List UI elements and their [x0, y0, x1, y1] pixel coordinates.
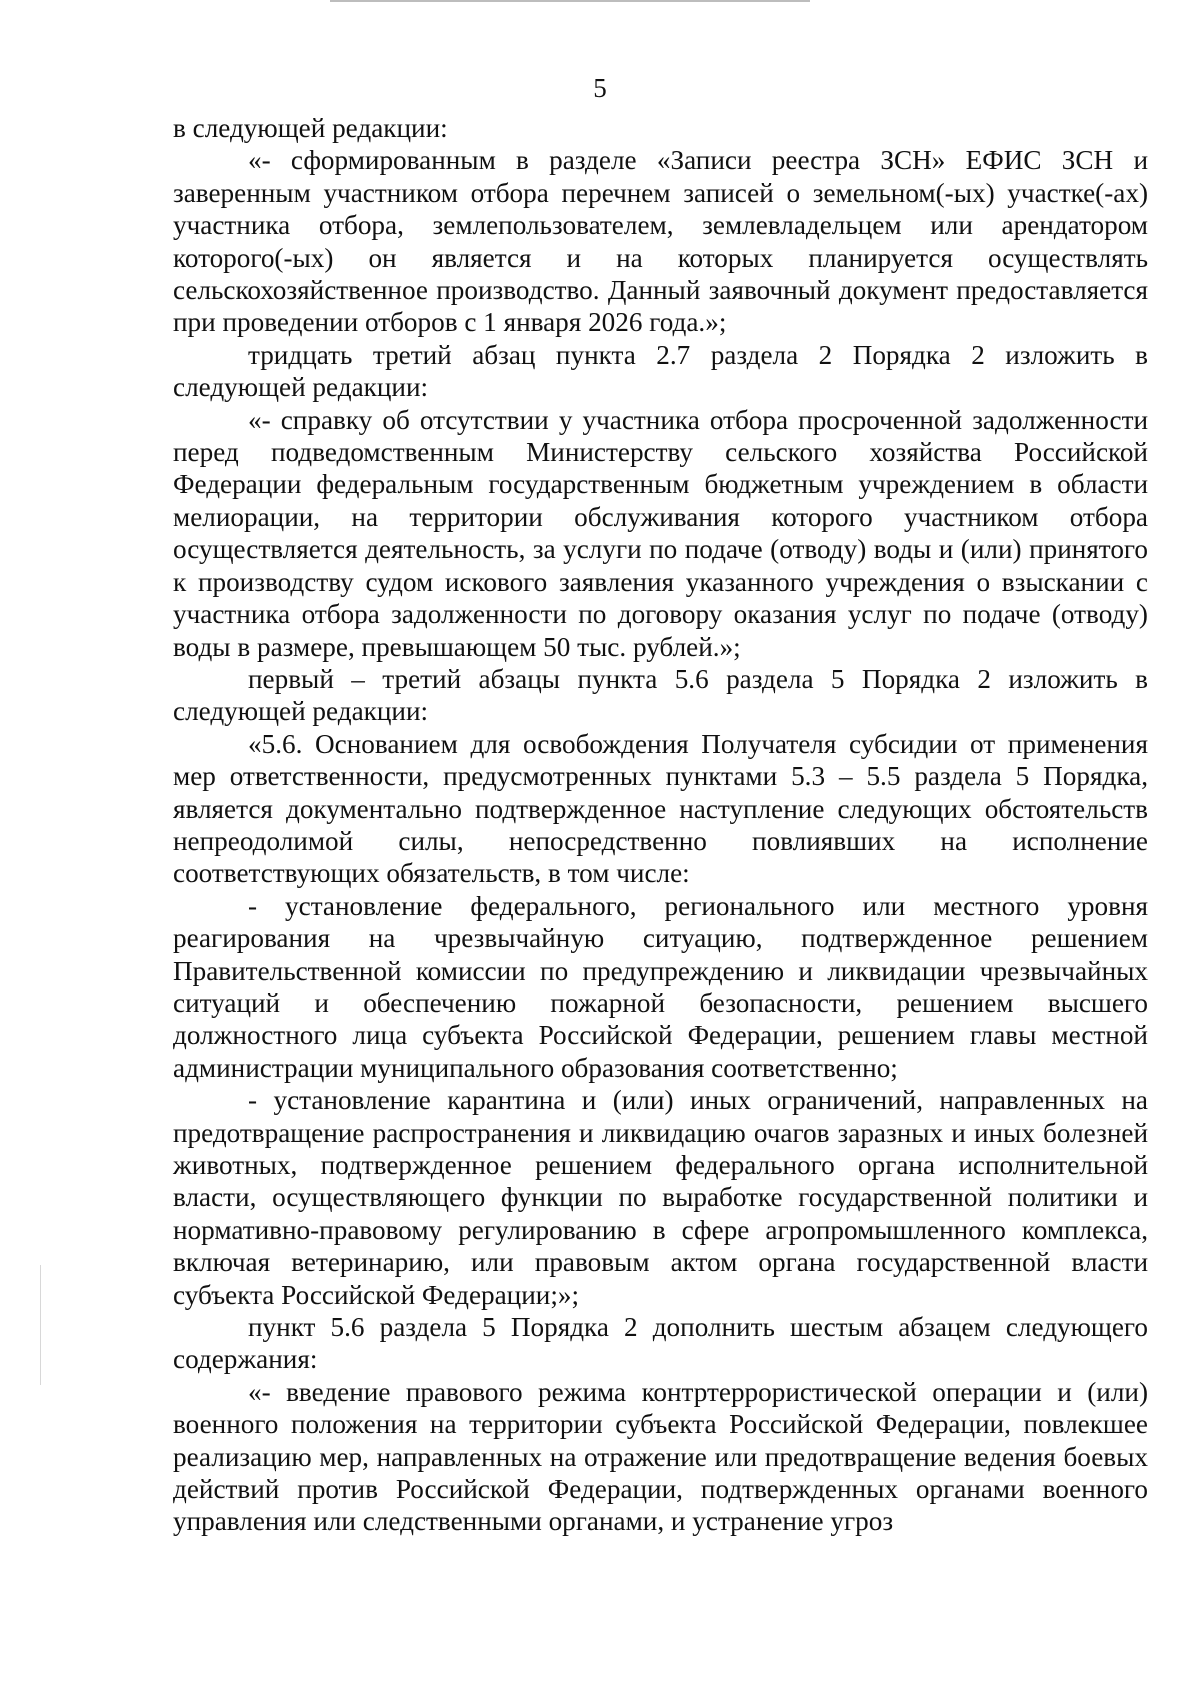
- paragraph-6: «5.6. Основанием для освобождения Получателя субсидии от применения мер ответственности, предусмотренных пунктами 5.3 – 5.5 раздела 5 Порядка, является документально подтвержденное наступление следующих обстоятельств непреодолимой силы, непосредственно повлиявших на исполнение соответствующих обязательств, в том числе:: [173, 728, 1148, 889]
- paragraph-3: тридцать третий абзац пункта 2.7 раздела 2 Порядка 2 изложить в следующей редакции:: [173, 339, 1148, 403]
- scan-edge-line: [330, 0, 810, 2]
- paragraph-4: «- справку об отсутствии у участника отбора просроченной задолженности перед подведомственным Министерству сельского хозяйства Российской Федерации федеральным государственным бюджетным учреждением в области мелиорации, на территории обслуживания которого участником отбора осуществляется деятельность, за услуги по подаче (отводу) воды и (или) принятого к производству судом искового заявления указанного учреждения о взыскании с участника отбора задолженности по договору оказания услуг по подаче (отводу) воды в размере, превышающем 50 тыс. рублей.»;: [173, 404, 1148, 662]
- paragraph-9: пункт 5.6 раздела 5 Порядка 2 дополнить шестым абзацем следующего содержания:: [173, 1312, 1148, 1375]
- scan-margin-mark: [40, 1265, 41, 1385]
- paragraph-7: - установление федерального, регионального или местного уровня реагирования на чрезвычайную ситуацию, подтвержденное решением Правительственной комиссии по предупреждению и ликвидации чрезвычайных ситуаций и обеспечению пожарной безопасности, решением высшего должностного лица субъекта Российской Федерации, решением главы местной администрации муниципального образования соответственно;: [173, 890, 1148, 1083]
- paragraph-1: в следующей редакции:: [173, 113, 448, 143]
- paragraph-8: - установление карантина и (или) иных ограничений, направленных на предотвращение распространения и ликвидацию очагов заразных и иных болезней животных, подтвержденное решением федерального органа исполнительной власти, осуществляющего функции по выработке государственной политики и нормативно-правовому регулированию в сфере агропромышленного комплекса, включая ветеринарию, или правовым актом органа государственной власти субъекта Российской Федерации;»;: [173, 1085, 1148, 1310]
- paragraph-2: «- сформированным в разделе «Записи реестра ЗСН» ЕФИС ЗСН и заверенным участником отбора перечнем записей о земельном(-ых) участке(-ах) участника отбора, землепользователем, землевладельцем или арендатором которого(-ых) он является и на которых планируется осуществлять сельскохозяйственное производство. Данный заявочный документ предоставляется при проведении отборов с 1 января 2026 года.»;: [173, 145, 1148, 338]
- paragraph-5: первый – третий абзацы пункта 5.6 раздела 5 Порядка 2 изложить в следующей редакции:: [173, 663, 1148, 727]
- page-number: 5: [593, 73, 607, 103]
- document-body: [173, 112, 1148, 1538]
- paragraph-10: «- введение правового режима контртеррористической операции и (или) военного положения на территории субъекта Российской Федерации, повлекшее реализацию мер, направленных на отражение или предотвращение ведения боевых действий против Российской Федерации, подтвержденных органами военного управления или следственными органами, и устранение угроз: [173, 1376, 1148, 1537]
